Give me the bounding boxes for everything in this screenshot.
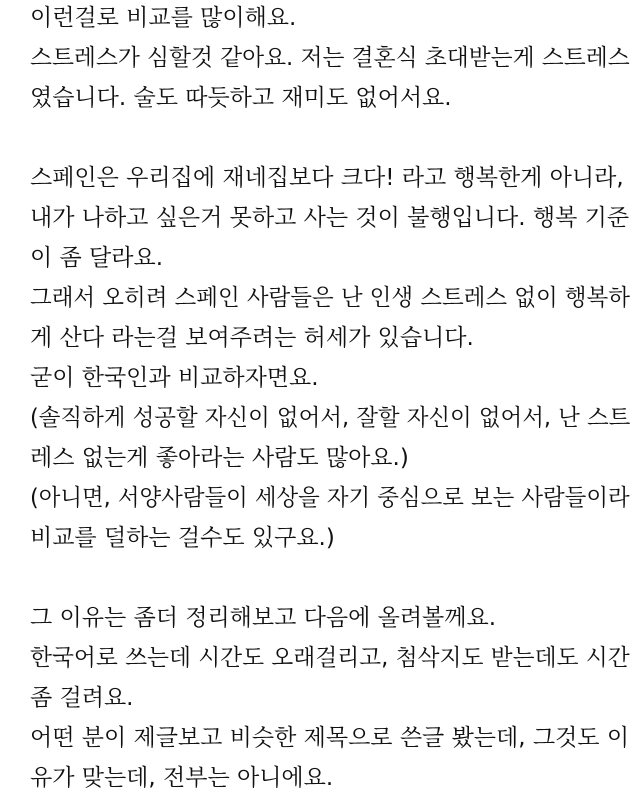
text-line: 어떤 분이 제글보고 비슷한 제목으로 쓴글 봤는데, 그것도 이 [30,725,630,751]
text-line: 비교를 덜하는 걸수도 있구요.) [30,525,335,551]
text-line: 이 좀 달라요. [30,245,164,271]
text-line: (솔직하게 성공할 자신이 없어서, 잘할 자신이 없어서, 난 스트 [30,405,631,431]
text-line: 굳이 한국인과 비교하자면요. [30,365,319,391]
document-body [30,0,630,805]
text-line: 유가 맞는데, 전부는 아니에요. [30,765,334,791]
text-line: 스페인은 우리집에 재네집보다 크다! 라고 행복한게 아니라, [30,165,624,191]
text-line: 한국어로 쓰는데 시간도 오래걸리고, 첨삭지도 받는데도 시간 [30,645,630,671]
text-line: 레스 없는게 좋아라는 사람도 많아요.) [30,445,409,471]
text-line: 게 산다 라는걸 보여주려는 허세가 있습니다. [30,325,474,351]
text-line: 좀 걸려요. [30,685,134,711]
text-line: 였습니다. 술도 따듯하고 재미도 없어서요. [30,85,452,111]
text-line: 그 이유는 좀더 정리해보고 다음에 올려볼께요. [30,605,497,631]
text-line: 그래서 오히려 스페인 사람들은 난 인생 스트레스 없이 행복하 [30,285,630,311]
text-line: (아니면, 서양사람들이 세상을 자기 중심으로 보는 사람들이라 [30,485,630,511]
text-line: 내가 나하고 싶은거 못하고 사는 것이 불행입니다. 행복 기준 [30,205,630,231]
text-line: 스트레스가 심할것 같아요. 저는 결혼식 초대받는게 스트레스 [30,45,630,71]
text-line: 이런걸로 비교를 많이해요. [30,5,297,31]
